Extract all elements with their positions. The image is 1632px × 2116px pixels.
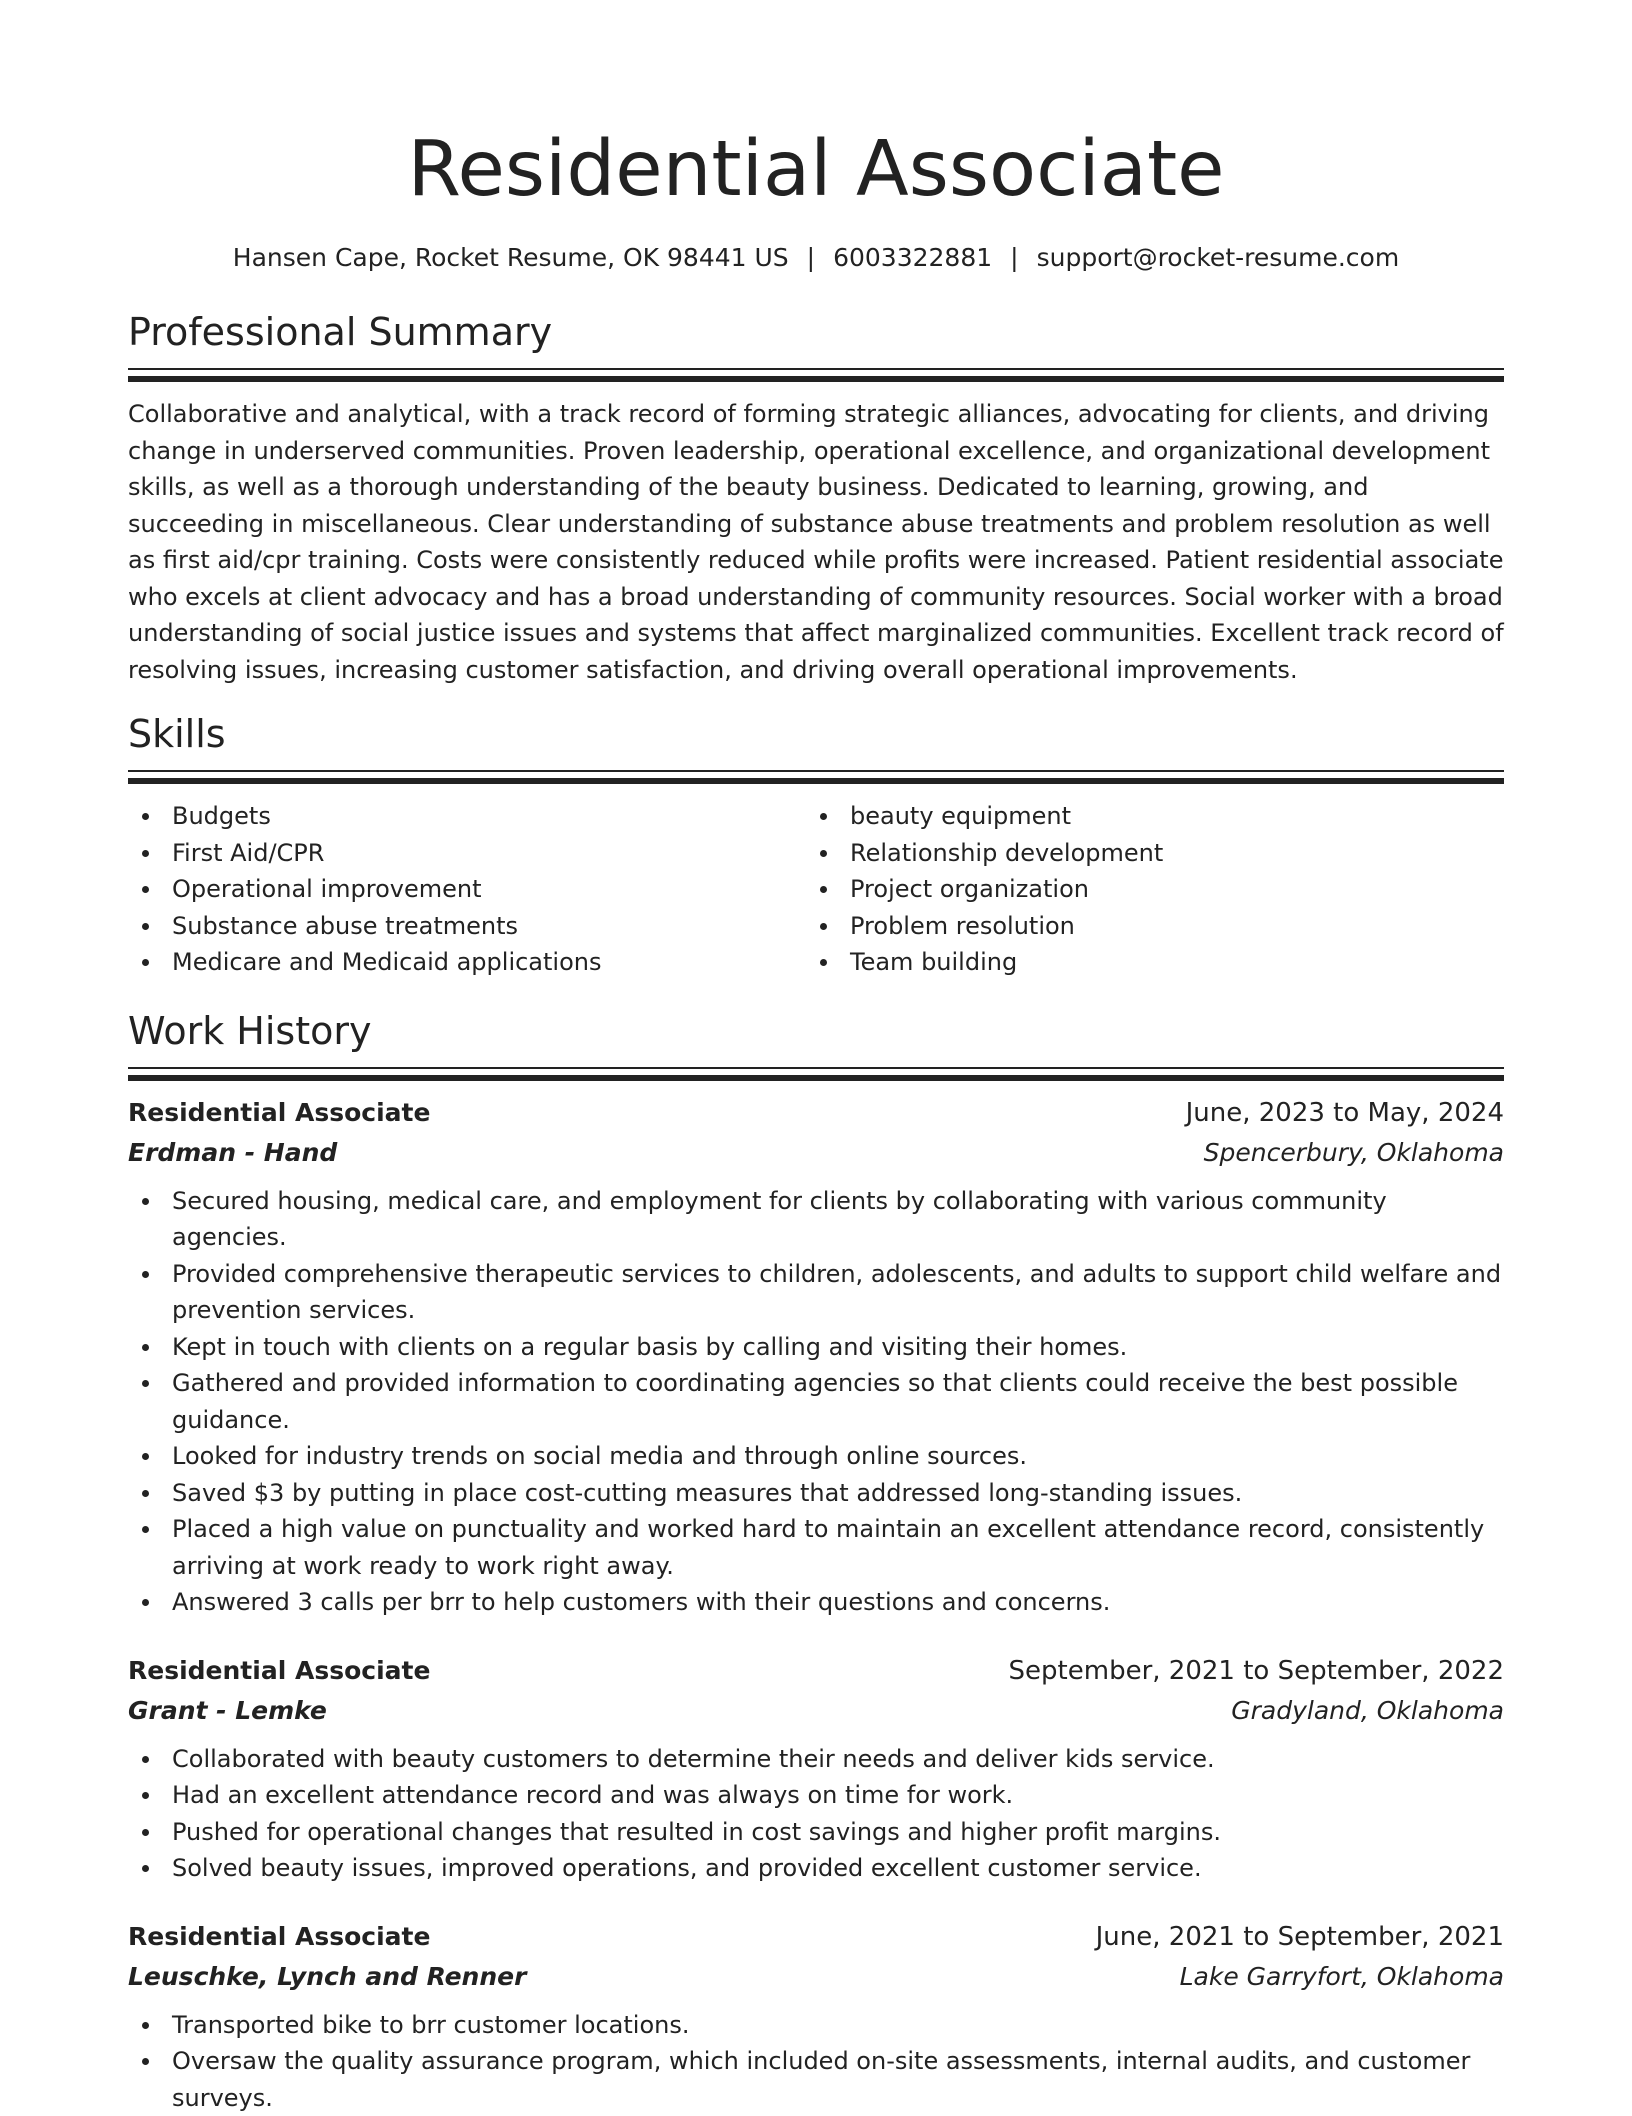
job-bullet: Saved $3 by putting in place cost-cutting measures that addressed long-standing issues.	[128, 1475, 1504, 1512]
job-bullet: Solved beauty issues, improved operations, and provided excellent customer service.	[128, 1850, 1504, 1887]
job-bullet-list	[128, 1183, 1504, 1621]
skill-item: Medicare and Medicaid applications	[128, 944, 806, 981]
job-header	[128, 1651, 1504, 1691]
resume-title: Residential Associate	[128, 120, 1504, 220]
job-bullet: Collaborated with beauty customers to determine their needs and deliver kids service.	[128, 1741, 1504, 1778]
job-bullet: Pushed for operational changes that resulted in cost savings and higher profit margins.	[128, 1814, 1504, 1851]
job-bullet: Had an excellent attendance record and was always on time for work.	[128, 1777, 1504, 1814]
contact-address: Hansen Cape, Rocket Resume, OK 98441 US	[233, 243, 789, 272]
job-location: Lake Garryfort, Oklahoma	[1180, 1957, 1504, 1997]
work-section	[128, 1007, 1504, 2116]
skill-item: Project organization	[806, 871, 1484, 908]
skill-item: First Aid/CPR	[128, 835, 806, 872]
resume-page	[128, 0, 1504, 2116]
skills-column-right	[806, 798, 1484, 981]
skill-item: Substance abuse treatments	[128, 908, 806, 945]
contact-separator: |	[1010, 242, 1018, 274]
job-bullet: Provided comprehensive therapeutic services to children, adolescents, and adults to support child welfare and prevention services.	[128, 1256, 1504, 1329]
skill-item: Relationship development	[806, 835, 1484, 872]
skill-item: Problem resolution	[806, 908, 1484, 945]
job-bullet-list	[128, 1741, 1504, 1887]
skill-item: Budgets	[128, 798, 806, 835]
summary-text: Collaborative and analytical, with a track record of forming strategic alliances, advocating for clients, and driving change in underserved communities. Proven leadership, operational excellence, and organizational development skills, as well as a thorough understanding of the beauty business. Dedicated to learning, growing, and succeeding in miscellaneous. Clear understanding of substance abuse treatments and problem resolution as well as first aid/cpr training. Costs were consistently reduced while profits were increased. Patient residential associate who excels at client advocacy and has a broad understanding of community resources. Social worker with a broad understanding of social justice issues and systems that affect marginalized communities. Excellent track record of resolving issues, increasing customer satisfaction, and driving overall operational improvements.	[128, 396, 1504, 688]
job-company: Erdman - Hand	[128, 1133, 337, 1173]
job-bullet: Answered 3 calls per brr to help customers with their questions and concerns.	[128, 1584, 1504, 1621]
job-bullet-list	[128, 2007, 1504, 2116]
job-entry	[128, 1651, 1504, 1887]
job-bullet: Placed a high value on punctuality and worked hard to maintain an excellent attendance record, consistently arriving at work ready to work right away.	[128, 1511, 1504, 1584]
job-dates: September, 2021 to September, 2022	[1009, 1651, 1504, 1691]
job-bullet: Looked for industry trends on social media and through online sources.	[128, 1438, 1504, 1475]
section-divider	[128, 1067, 1504, 1081]
job-subheader	[128, 1133, 1504, 1173]
job-entry	[128, 1917, 1504, 2116]
job-subheader	[128, 1957, 1504, 1997]
job-header	[128, 1917, 1504, 1957]
section-divider	[128, 368, 1504, 382]
job-location: Spencerbury, Oklahoma	[1204, 1133, 1504, 1173]
summary-section	[128, 308, 1504, 688]
section-heading-skills: Skills	[128, 710, 1504, 758]
skill-item: Operational improvement	[128, 871, 806, 908]
job-title: Residential Associate	[128, 1651, 430, 1691]
section-heading-work: Work History	[128, 1007, 1504, 1055]
skills-grid	[128, 798, 1504, 981]
job-location: Gradyland, Oklahoma	[1231, 1691, 1504, 1731]
job-title: Residential Associate	[128, 1917, 430, 1957]
contact-email: support@rocket-resume.com	[1037, 243, 1400, 272]
contact-line	[128, 242, 1504, 274]
job-company: Leuschke, Lynch and Renner	[128, 1957, 526, 1997]
job-entry	[128, 1093, 1504, 1621]
skills-section	[128, 710, 1504, 981]
job-company: Grant - Lemke	[128, 1691, 327, 1731]
section-heading-summary: Professional Summary	[128, 308, 1504, 356]
contact-separator: |	[807, 242, 815, 274]
job-bullet: Kept in touch with clients on a regular basis by calling and visiting their homes.	[128, 1329, 1504, 1366]
skills-column-left	[128, 798, 806, 981]
skill-item: Team building	[806, 944, 1484, 981]
job-bullet: Secured housing, medical care, and employment for clients by collaborating with various community agencies.	[128, 1183, 1504, 1256]
section-divider	[128, 770, 1504, 784]
contact-phone: 6003322881	[833, 243, 992, 272]
job-title: Residential Associate	[128, 1093, 430, 1133]
job-bullet: Transported bike to brr customer locations.	[128, 2007, 1504, 2044]
job-bullet: Oversaw the quality assurance program, which included on-site assessments, internal audits, and customer surveys.	[128, 2043, 1504, 2116]
job-bullet: Gathered and provided information to coordinating agencies so that clients could receive the best possible guidance.	[128, 1365, 1504, 1438]
job-dates: June, 2021 to September, 2021	[1096, 1917, 1504, 1957]
job-subheader	[128, 1691, 1504, 1731]
skill-item: beauty equipment	[806, 798, 1484, 835]
job-header	[128, 1093, 1504, 1133]
job-dates: June, 2023 to May, 2024	[1186, 1093, 1504, 1133]
